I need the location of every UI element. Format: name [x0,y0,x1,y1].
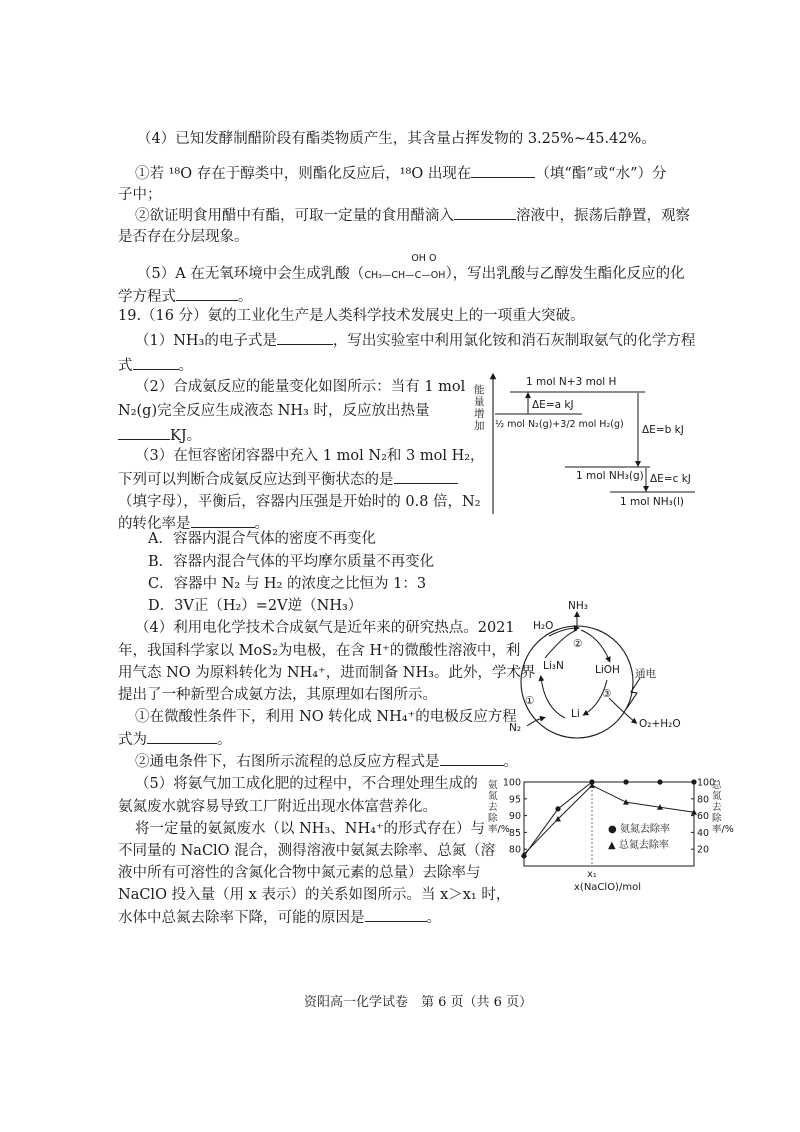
q19-p3-text-b: 的转化率是 [118,516,191,532]
q19-p4-blank-overall[interactable] [440,751,504,766]
legend-total-text: 总氮去除率 [618,840,669,851]
q18-part5-answer-blank[interactable] [176,286,238,301]
series-0-point-4 [657,779,662,784]
q19-p3-line2 [118,469,458,490]
q19-p1-text-a: （1）NH₃的电子式是 [135,333,277,349]
label-electricity: 通电 [635,668,656,680]
label-li: Li [571,708,580,720]
q19-p3-text-a: 下列可以判断合成氨反应达到平衡状态的是 [118,472,394,488]
q19-p5-text-a: 水体中总氮去除率下降，可能的原因是 [118,910,365,926]
arrow-to-lioh [581,630,609,660]
label-delta-c: ΔE=c kJ [650,473,691,485]
right-tick-label-4: 100 [697,777,716,789]
q19-p4-line2: 年，我国科学家以 MoS₂为电极，在含 H⁺的微酸性溶液中，利 [118,643,521,659]
q18-sub1-line1 [135,163,667,184]
label-step-2: ② [573,638,583,650]
q18-part5-line2 [118,286,253,307]
series-0-point-3 [623,779,628,784]
page-footer: 资阳高一化学试卷 第 6 页（共 6 页） [304,995,533,1010]
q19-p5-text-b: 。 [426,910,441,926]
label-lioh: LiOH [595,664,620,676]
q19-p3-blank-conversion[interactable] [191,513,255,528]
q18-sub1-text-b: （填“酯”或“水”）分 [535,166,667,182]
q18-part5-text-d: 。 [238,289,253,305]
q19-p4-sub1-line1: ①在微酸性条件下，利用 NO 转化成 NH₄⁺的电极反应方程 [135,709,517,725]
label-nh3: NH₃ [568,600,588,612]
q19-p4-line4: 提出了一种新型合成氨方法，其原理如右图所示。 [118,687,437,703]
q18-sub2-text-b: 溶液中，振荡后静置，观察 [516,208,690,224]
q18-sub1-answer-blank[interactable] [471,163,535,178]
lactic-acid-formula [364,253,446,286]
q18-part5-line1 [137,253,685,286]
q19-p1-blank-electron[interactable] [277,330,333,345]
q19-p2-line2: N₂(g)完全反应生成液态 NH₃ 时，反应放出热量 [118,403,430,419]
q19-p5-line1: （5）将氨气加工成化肥的过程中，不合理处理生成的 [135,776,478,792]
chart-right-axis-label: 总氮去除率/% [712,780,734,835]
series-0-point-1 [555,806,560,811]
q19-p5-line6: NaClO 投入量（用 x 表示）的关系如图所示。当 x＞x₁ 时， [118,887,511,903]
q19-p2-text-a: KJ。 [170,428,202,444]
x1-tick-label: x₁ [587,869,597,880]
q19-p3-line1: （3）在恒容密闭容器中充入 1 mol N₂和 3 mol H₂， [135,448,485,464]
label-atoms: 1 mol N+3 mol H [526,376,617,388]
q19-p1-line1 [135,330,695,351]
label-delta-b: ΔE=b kJ [642,424,684,436]
q19-p4-text-c: ②通电条件下，右图所示流程的总反应方程式是 [135,754,440,770]
q18-part4-intro: （4）已知发酵制醋阶段有酯类物质产生，其含量占挥发物的 3.25%~45.42%。 [137,131,656,147]
q18-sub2-line1 [135,205,690,226]
q19-p1-text-b: ，写出实验室中利用氯化铵和消石灰制取氨气的化学方程 [332,333,696,349]
left-tick-label-1: 85 [508,827,521,839]
q19-p4-sub2 [135,751,518,772]
label-nh3-liquid: 1 mol NH₃(l) [620,496,684,508]
q19-p3-blank-equilibrium[interactable] [394,469,458,484]
q19-p1-text-c: 式 [118,358,133,374]
label-h2o: H₂O [533,620,554,632]
q18-part5-text-b: ），写出乳酸与乙醇发生酯化反应的化 [445,266,685,282]
q19-p5-line4: 不同量的 NaClO 混合，测得溶液中氨氮去除率、总氮（溶 [118,843,496,859]
right-tick-label-1: 40 [697,827,710,839]
energy-diagram [470,372,695,520]
q19-p5-line2: 氨氮废水就容易导致工厂附近出现水体富营养化。 [118,799,437,815]
series-1-point-3 [623,799,629,805]
label-delta-a: ΔE=a kJ [532,399,574,411]
removal-rate-chart [488,774,734,898]
q19-p1-line2 [118,355,193,376]
label-step-3: ③ [602,688,612,700]
q19-p4-blank-electrode[interactable] [147,729,217,744]
q18-part5-text-a: （5）A 在无氧环境中会生成乳酸（ [137,266,365,282]
q19-p3-text-c: 。 [254,516,269,532]
q18-sub2-line2: 是否存在分层现象。 [118,229,249,245]
arrow-to-li3n [541,678,565,718]
label-o2-h2o: O₂+H₂O [639,718,681,730]
q19-option-c: C．容器中 N₂ 与 H₂ 的浓度之比恒为 1：3 [148,576,427,592]
q19-option-b: B．容器内混合气体的平均摩尔质量不再变化 [148,554,435,570]
right-tick-label-0: 20 [697,844,710,856]
legend-total: ▲ 总氮去除率 [608,840,669,851]
q19-p5-line7 [118,907,441,928]
q19-p2-blank-heat[interactable] [118,425,170,440]
energy-axis-label: 能量增加 [474,384,485,432]
legend-ammonia-text: 氨氮去除率 [619,824,670,835]
q19-option-a: A．容器内混合气体的密度不再变化 [148,531,376,547]
q18-sub2-text-a: ②欲证明食用醋中有酯，可取一定量的食用醋滴入 [135,208,454,224]
q19-heading: 19.（16 分）氨的工业化生产是人类科学技术发展史上的一项重大突破。 [118,308,585,324]
right-tick-label-3: 80 [697,794,710,806]
q19-p5-line3: 将一定量的氨氮废水（以 NH₃、NH₄⁺的形式存在）与 [135,821,486,837]
q19-p4-line3: 用气态 NO 为原料转化为 NH₄⁺，进而制备 NH₃。此外，学术界 [118,665,536,681]
chart-left-axis-label: 氨氮去除率/% [488,780,510,835]
q19-p4-text-d: 。 [503,754,518,770]
q19-p3-line3: （填字母），平衡后，容器内压强是开始时的 0.8 倍，N₂ [118,494,481,510]
q19-option-d: D．3V正（H₂）=2V逆（NH₃） [148,598,363,614]
cycle-diagram [505,600,710,740]
right-tick-label-2: 60 [697,811,710,823]
label-reactants: ½ mol N₂(g)+3/2 mol H₂(g) [495,419,624,430]
q18-sub1-line2: 子中； [118,187,162,203]
legend-ammonia: ● 氨氮去除率 [608,824,670,835]
chart-x-axis-label: x(NaClO)/mol [574,882,641,893]
label-step-1: ① [525,695,535,707]
lactic-acid-substituents: OH O [411,253,437,264]
lactic-acid-chain: CH₃—CH—C—OH [364,270,446,281]
left-tick-label-0: 80 [508,844,521,856]
q18-sub1-text-a: ①若 ¹⁸O 存在于醇类中，则酯化反应后，¹⁸O 出现在 [135,166,472,182]
q19-p2-line3 [118,425,201,446]
q18-part5-text-c: 学方程式 [118,289,176,305]
left-tick-label-3: 95 [508,794,521,806]
q19-p4-text-b: 。 [217,732,232,748]
q19-p4-sub1-line2 [118,729,232,750]
label-nh3-gas: 1 mol NH₃(g) [576,470,644,482]
q19-p1-blank-equation[interactable] [133,355,179,370]
q18-sub2-answer-blank[interactable] [454,205,516,220]
q19-p5-line5: 液中所有可溶性的含氮化合物中氮元素的总量）去除率与 [118,865,481,881]
q19-p5-blank-reason[interactable] [365,907,427,922]
left-tick-label-2: 90 [508,811,521,823]
left-tick-label-4: 100 [502,777,521,789]
label-li3n: Li₃N [543,660,564,672]
series-0-point-5 [691,779,696,784]
label-n2: N₂ [509,722,522,734]
q19-p4-text-a: 式为 [118,732,147,748]
q19-p1-text-d: 。 [178,358,193,374]
q19-p2-line1: （2）合成氨反应的能量变化如图所示：当有 1 mol [135,379,466,395]
q19-p4-line1: （4）利用电化学技术合成氨气是近年来的研究热点。2021 [135,620,515,636]
